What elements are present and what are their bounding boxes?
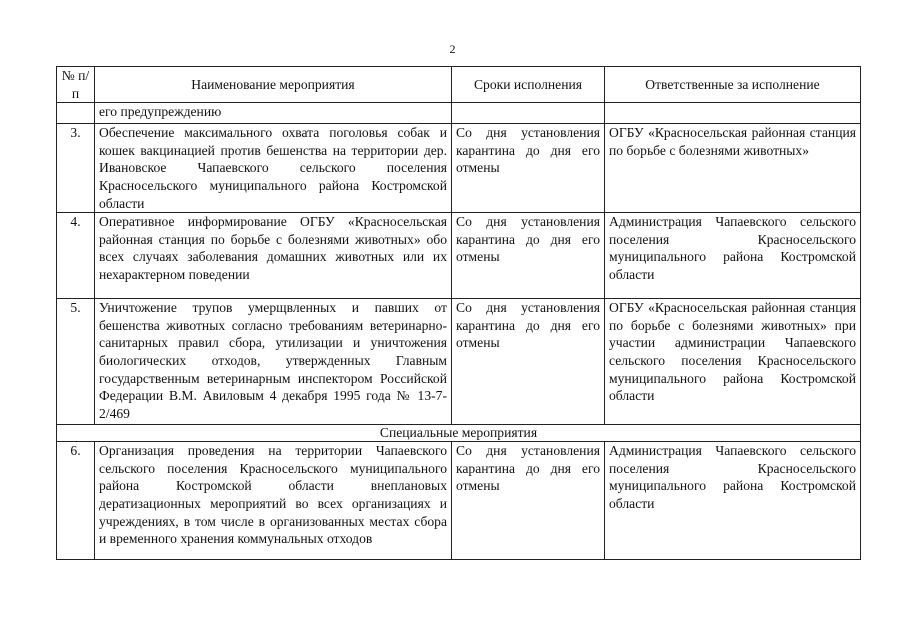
header-num: № п/п [57, 67, 95, 103]
cell-empty [452, 103, 605, 124]
page-number: 2 [449, 42, 456, 56]
section-row [57, 425, 861, 442]
cell-deadline: Со дня установления карантина до дня его отмены [452, 124, 605, 213]
cell-name: Оперативное информирование ОГБУ «Красносельская районная станция по борьбе с болезнями животных» обо всех случаях заболевания домашних животных или их нехарактерном поведении [95, 213, 452, 299]
cell-deadline: Со дня установления карантина до дня его отмены [452, 213, 605, 299]
cell-name: Организация проведения на территории Чапаевского сельского поселения Красносельского муниципального района Костромской области внеплановых дератизационных мероприятий во всех организациях и учреждениях, в том числе в организованных местах сбора и временного хранения коммунальных отходов [95, 442, 452, 560]
table-row [57, 124, 861, 213]
cell-empty [605, 103, 861, 124]
header-deadline: Сроки исполнения [452, 67, 605, 103]
cell-responsible: Администрация Чапаевского сельского поселения Красносельского муниципального района Костромской области [605, 213, 861, 299]
section-title: Специальные мероприятия [57, 425, 861, 442]
cell-num: 6. [57, 442, 95, 560]
cell-continuation-text: его предупреждению [95, 103, 452, 124]
table-row [57, 299, 861, 425]
table-row [57, 442, 861, 560]
cell-name: Обеспечение максимального охвата поголовья собак и кошек вакцинацией против бешенства на территории дер. Ивановское Чапаевского сельского поселения Красносельского муниципального района Костромской области [95, 124, 452, 213]
cell-responsible: Администрация Чапаевского сельского поселения Красносельского муниципального района Костромской области [605, 442, 861, 560]
cell-responsible: ОГБУ «Красносельская районная станция по борьбе с болезнями животных» при участии администрации Чапаевского сельского поселения Красносельского муниципального района Костромской области [605, 299, 861, 425]
cell-num: 3. [57, 124, 95, 213]
table-row [57, 213, 861, 299]
cell-responsible: ОГБУ «Красносельская районная станция по борьбе с болезнями животных» [605, 124, 861, 213]
table-row-continuation [57, 103, 861, 124]
cell-name: Уничтожение трупов умерщвленных и павших от бешенства животных согласно требованиям ветеринарно-санитарных правил сбора, утилизации и уничтожения биологических отходов, утвержденных Главным государственным ветеринарным инспектором Российской Федерации В.М. Авиловым 4 декабря 1995 года № 13-7-2/469 [95, 299, 452, 425]
cell-empty [57, 103, 95, 124]
header-name: Наименование мероприятия [95, 67, 452, 103]
cell-deadline: Со дня установления карантина до дня его отмены [452, 299, 605, 425]
table-header-row [57, 67, 861, 103]
measures-table [56, 66, 861, 560]
cell-num: 5. [57, 299, 95, 425]
cell-num: 4. [57, 213, 95, 299]
cell-deadline: Со дня установления карантина до дня его отмены [452, 442, 605, 560]
header-responsible: Ответственные за исполнение [605, 67, 861, 103]
